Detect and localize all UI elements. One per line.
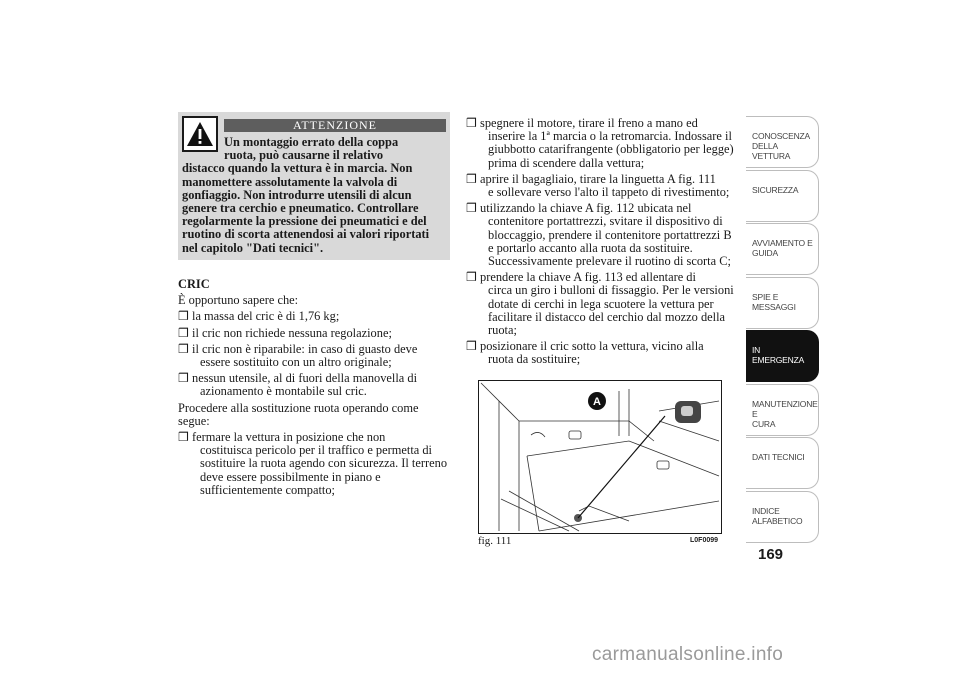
chapter-tab-label: IN EMERGENZA bbox=[752, 345, 805, 365]
warning-text bbox=[182, 136, 446, 255]
checkbox-bullet-icon: ❒ bbox=[466, 339, 477, 354]
checkbox-bullet-icon: ❒ bbox=[178, 341, 189, 356]
list-item bbox=[178, 343, 450, 369]
chapter-tab-label: MANUTENZIONE E bbox=[752, 398, 818, 419]
chapter-tabs bbox=[746, 116, 819, 544]
list-item-text: nessun utensile, al di fuori della manovella di bbox=[192, 371, 418, 386]
list-item-continuation: contenitore portattrezzi, svitare il dispositivo di bloccaggio, prendere il contenitore portattrezzi B e portarlo accanto alla ruota da sostituire. Successivamente prelevare il ruotino di scorta C; bbox=[488, 214, 732, 269]
checkbox-bullet-icon: ❒ bbox=[178, 430, 189, 445]
list-item-continuation: e sollevare verso l'alto il tappeto di rivestimento; bbox=[488, 185, 730, 200]
chapter-tab-label-2: GUIDA bbox=[752, 248, 778, 258]
list-item-text: spegnere il motore, tirare il freno a mano ed bbox=[480, 116, 698, 130]
checkbox-bullet-icon: ❒ bbox=[466, 201, 477, 216]
chapter-tab[interactable] bbox=[746, 223, 819, 275]
chapter-tab[interactable] bbox=[746, 491, 819, 543]
procedure-steps-right bbox=[466, 117, 738, 367]
list-item-text: fermare la vettura in posizione che non bbox=[192, 430, 386, 445]
list-item-continuation: circa un giro i bulloni di fissaggio. Per le versioni dotate di cerchi in lega scuotere la vettura per facilitare il distacco del cerchio dal mozzo della ruota; bbox=[488, 283, 734, 338]
warning-body: distacco quando la vettura è in marcia. Non manomettere assolutamente la valvola di gonfiaggio. Non introdurre utensili di alcun genere tra cerchio e pneumatico. Controllare regolarmente la pressione dei pneumatici e del ruotino di scorta attenendosi ai valori riportati nel capitolo "Dati tecnici". bbox=[182, 161, 430, 255]
jack-facts-list bbox=[178, 310, 450, 398]
chapter-tab[interactable] bbox=[746, 384, 819, 436]
chapter-tab-label: CONOSCENZA bbox=[752, 131, 810, 141]
chapter-tab[interactable] bbox=[746, 330, 819, 382]
list-item-text: utilizzando la chiave A fig. 112 ubicata nel bbox=[480, 201, 692, 216]
list-item-text: aprire il bagagliaio, tirare la linguetta A fig. 111 bbox=[480, 171, 716, 186]
chapter-tab-label-2: DELLA VETTURA bbox=[752, 141, 791, 161]
section-heading: CRIC bbox=[178, 277, 210, 291]
chapter-tab-label: INDICE bbox=[752, 505, 780, 516]
list-item bbox=[178, 431, 450, 497]
intro-paragraph: È opportuno sapere che: bbox=[178, 293, 299, 308]
list-item-text: il cric non richiede nessuna regolazione; bbox=[192, 325, 392, 340]
list-item-continuation: essere sostituito con un altro originale; bbox=[200, 355, 392, 370]
checkbox-bullet-icon: ❒ bbox=[466, 171, 477, 186]
figure-code: L0F0099 bbox=[690, 537, 719, 544]
list-item bbox=[466, 271, 738, 337]
warning-line-1: Un montaggio errato della coppa bbox=[224, 135, 399, 149]
list-item bbox=[466, 173, 738, 199]
chapter-tab[interactable] bbox=[746, 277, 819, 329]
chapter-tab-label: DATI TECNICI bbox=[752, 452, 805, 462]
list-item-text: la massa del cric è di 1,76 kg; bbox=[192, 309, 340, 324]
chapter-tab-label: AVVIAMENTO E bbox=[752, 238, 813, 248]
checkbox-bullet-icon: ❒ bbox=[178, 325, 189, 340]
list-item bbox=[178, 310, 450, 323]
left-column bbox=[178, 278, 450, 500]
checkbox-bullet-icon: ❒ bbox=[466, 270, 477, 285]
list-item-text: il cric non è riparabile: in caso di guasto deve bbox=[192, 341, 418, 356]
chapter-tab[interactable] bbox=[746, 170, 819, 222]
warning-line-2: ruota, può causarne il relativo bbox=[224, 148, 384, 163]
label-a: A bbox=[593, 396, 601, 408]
procedure-steps-left bbox=[178, 431, 450, 497]
chapter-tab-label-2: CURA bbox=[752, 418, 776, 429]
trunk-illustration bbox=[479, 381, 721, 533]
checkbox-bullet-icon: ❒ bbox=[178, 309, 189, 324]
warning-title: ATTENZIONE bbox=[224, 119, 446, 132]
list-item bbox=[466, 117, 738, 170]
checkbox-bullet-icon: ❒ bbox=[466, 116, 477, 130]
chapter-tab-label: SPIE E MESSAGGI bbox=[752, 291, 796, 312]
list-item bbox=[178, 372, 450, 398]
chapter-tab-label-2: ALFABETICO bbox=[752, 515, 803, 526]
list-item-continuation: costituisca pericolo per il traffico e permetta di sostituire la ruota agendo con sicurezza. Il terreno deve essere possibilmente in piano e sufficientemente compatto; bbox=[200, 443, 448, 497]
list-item bbox=[466, 202, 738, 268]
procedure-paragraph: Procedere alla sostituzione ruota operando come segue: bbox=[178, 400, 419, 428]
list-item-text: posizionare il cric sotto la vettura, vicino alla bbox=[480, 339, 704, 354]
list-item-continuation: azionamento è montabile sul cric. bbox=[200, 384, 367, 399]
watermark: carmanualsonline.info bbox=[592, 644, 784, 665]
figure-caption: fig. 111 bbox=[478, 535, 512, 547]
list-item-continuation: inserire la 1ª marcia o la retromarcia. Indossare il giubbotto catarifrangente (obbligatorio per legge) prima di scendere dalla vettura; bbox=[488, 129, 734, 170]
warning-box bbox=[178, 112, 450, 260]
figure-111 bbox=[478, 380, 722, 534]
list-item-continuation: ruota da sostituire; bbox=[488, 352, 581, 367]
list-item bbox=[178, 327, 450, 340]
list-item bbox=[466, 340, 738, 366]
chapter-tab[interactable] bbox=[746, 116, 819, 168]
list-item-text: prendere la chiave A fig. 113 ed allentare di bbox=[480, 270, 696, 285]
page-number: 169 bbox=[758, 546, 784, 563]
chapter-tab-label: SICUREZZA bbox=[752, 184, 799, 195]
chapter-tab[interactable] bbox=[746, 437, 819, 489]
checkbox-bullet-icon: ❒ bbox=[178, 371, 189, 386]
right-column bbox=[466, 117, 738, 370]
